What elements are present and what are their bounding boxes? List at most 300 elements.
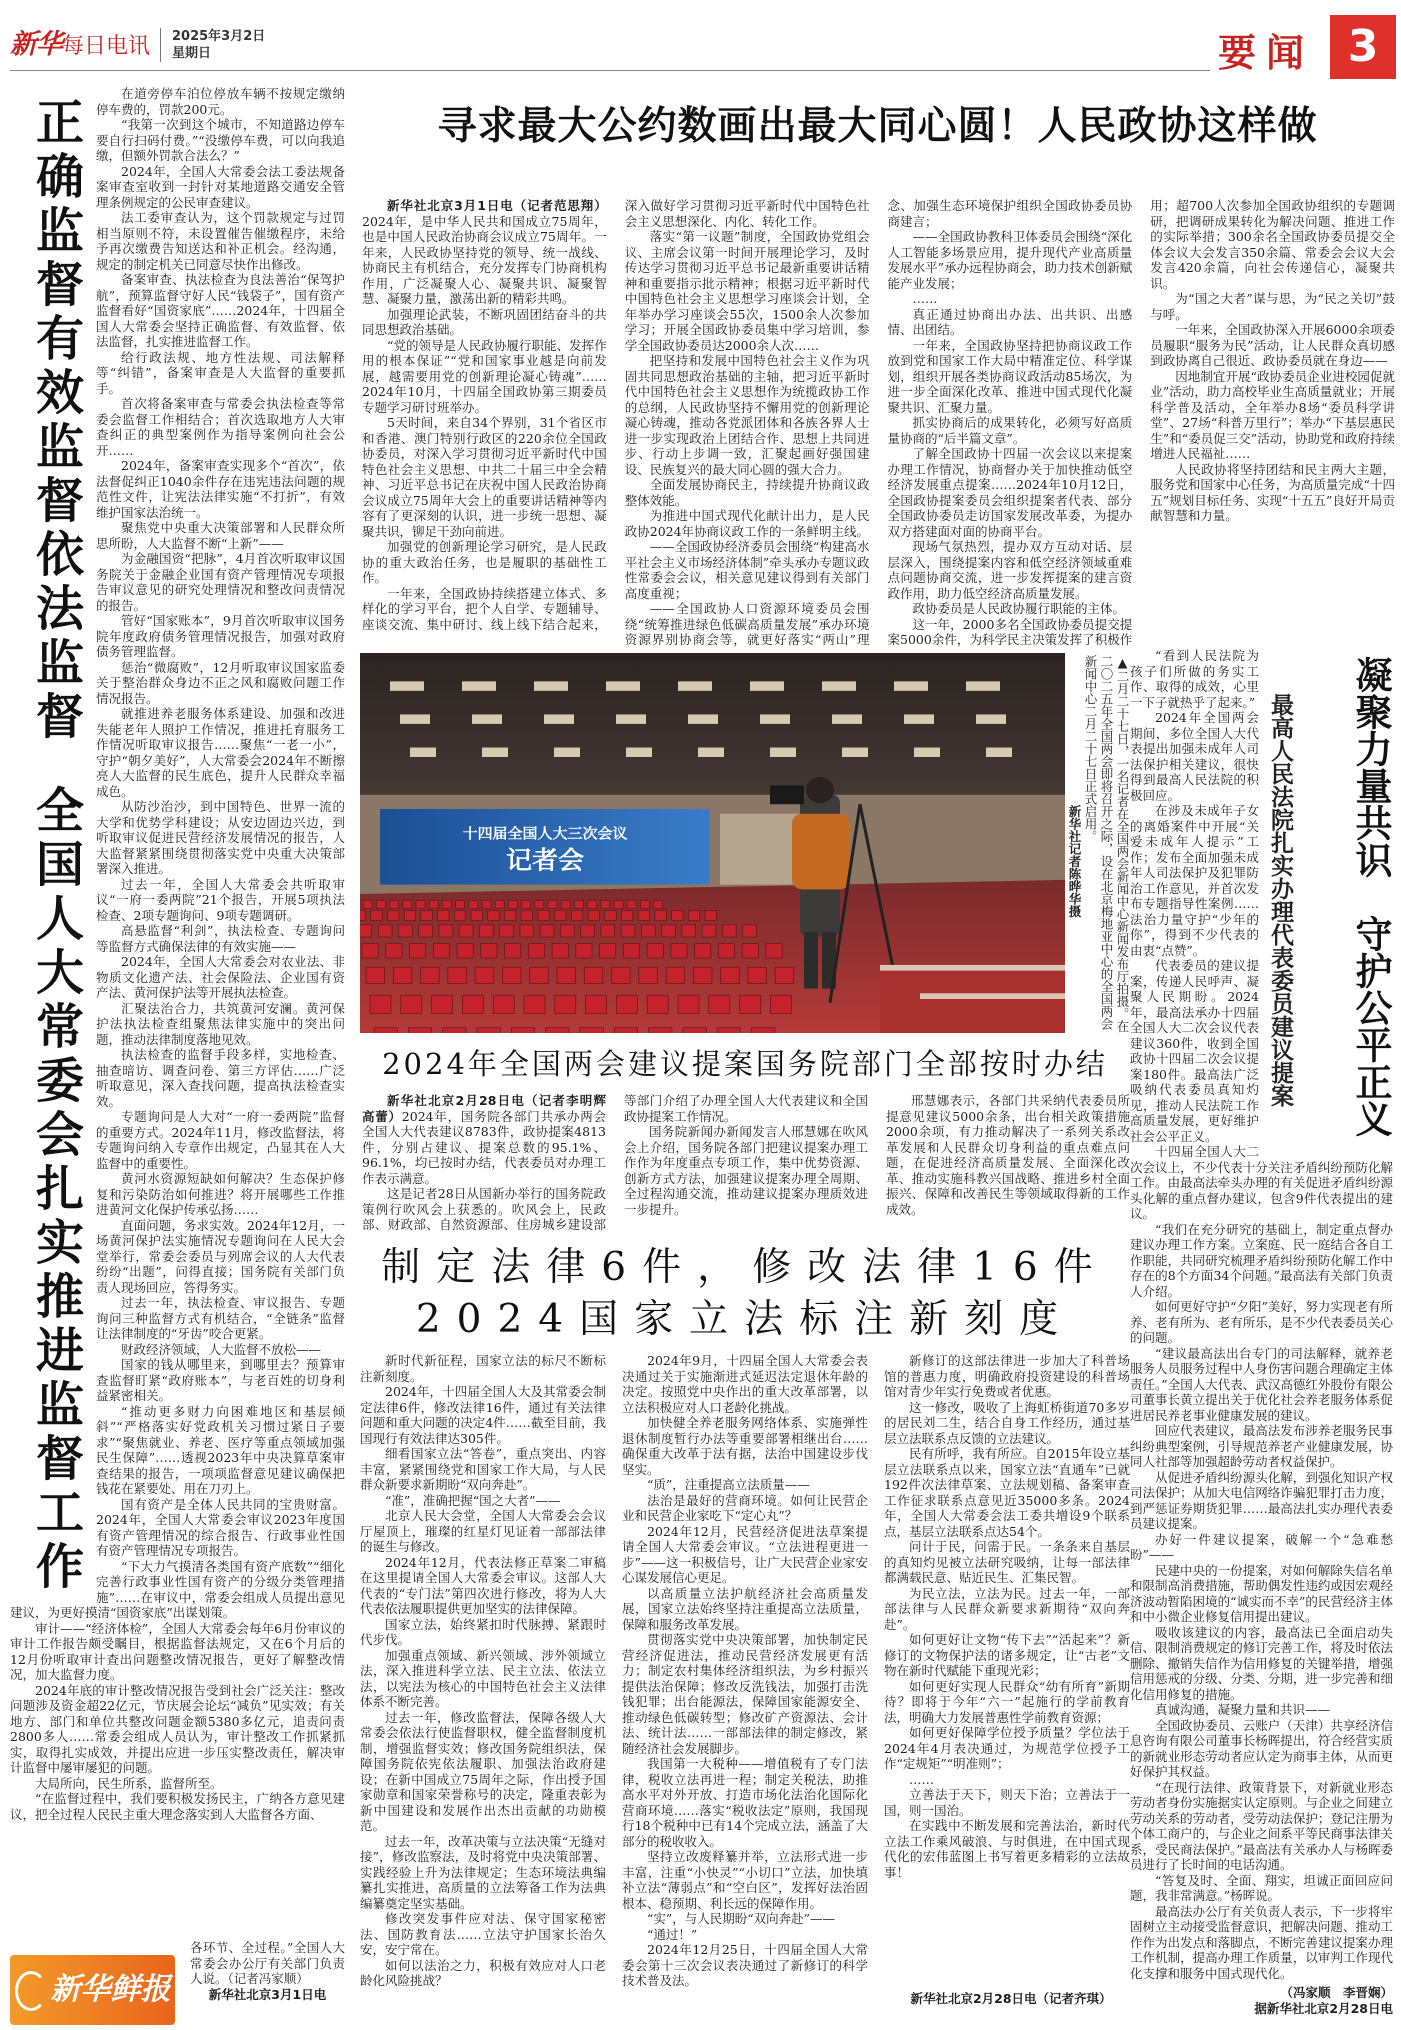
chair	[416, 901, 425, 909]
paragraph: 2024年12月，代表法修正草案二审稿在这里提请全国人大常委会审议。这部人大代表的“专门法”第四次进行修改，将为人大代表依法履职提供更加坚实的法律保障。	[360, 1554, 606, 1616]
chair	[456, 901, 465, 909]
left-article	[10, 86, 345, 1822]
chair	[655, 910, 666, 920]
chair	[530, 967, 549, 983]
paragraph: 抓实协商后的成果转化，必须写好高质量协商的“后半篇文章”。	[887, 415, 1133, 446]
chair	[508, 901, 517, 909]
paragraph: “建议最高法出台专门的司法解释，就养老服务人员服务过程中人身伤害问题合理确定主体责任。”全国人大代表、武汉高德红外股份有限公司董事长黄立提出关于优化社会养老服务体系促进居民养老事业健康发展的建议。	[1130, 1345, 1393, 1423]
paragraph: 专题询问是人大对“一府一委两院”监督的重要方式。2024年11月，修改监督法，将专题询问纳入专章作出规定，凸显其在人大监督中的重要性。	[96, 1109, 345, 1171]
dateline: 新华社北京2月28日电（记者李明辉 高蕾）	[362, 1093, 619, 1124]
paragraph: 邢慧娜表示，各部门共采纳代表委员所提意见建议5000余条，出台相关政策措施2000余项，有力推动解决了一系列关系改革发展和人民群众切身利益的重点难点问题，在促进经济高质量发展、全面深化改革、推动实施科教兴国战略、推进乡村全面振兴、保障和改善民生等领域取得新的工作成效。	[886, 1093, 1130, 1217]
paragraph: 我国第一大税种——增值税有了专门法律，税收立法再进一程；制定关税法，助推高水平对外开放、打造市场化法治化国际化营商环境……落实“税收法定”原则，我国现行18个税种中已有14个完成立法，涵盖了大部分的税收收入。	[622, 1756, 868, 1849]
chair	[443, 1028, 466, 1033]
chair	[775, 967, 794, 983]
ceiling-light	[822, 681, 856, 690]
chair	[540, 925, 554, 937]
dateline: 据新华社北京2月28日电	[1254, 2001, 1393, 2016]
paragraph-list	[360, 1353, 1130, 1989]
chair	[647, 944, 663, 958]
chair	[386, 944, 402, 958]
ceiling-light	[616, 714, 646, 723]
chair	[493, 995, 514, 1014]
paragraph: 管好“国家账本”，9月首次听取审议国务院年度政府债务管理情况报告，加强对政府债务管理监督。	[96, 613, 345, 659]
chair	[584, 967, 603, 983]
paragraph: 为“国之大者”谋与思，为“民之关切”鼓与呼。	[1150, 291, 1395, 322]
chair	[721, 967, 740, 983]
paragraph: 一年来，全国政协深入开展6000余项委员履职“服务为民”活动，让人民群众真切感到政协离自己很近、政协委员就在身边——	[1150, 322, 1395, 368]
paragraph: 在道旁停车泊位停放车辆不按规定缴纳停车费的，罚款200元。	[96, 86, 345, 117]
chair	[555, 910, 566, 920]
paragraph: ——全国政协经济委员会围绕“构建高水平社会主义市场经济体制”牵头承办专题议政性常委会会议，相关意见建议得到有关部门高度重视；	[624, 539, 870, 601]
chair	[574, 901, 583, 909]
chair	[363, 901, 372, 909]
chair	[586, 995, 607, 1014]
chair	[693, 967, 712, 983]
headline-part-2: 全国人大常委会扎实推进监督工作	[35, 783, 84, 1595]
chair	[639, 967, 658, 983]
paragraph: 问计于民，问需于民。一条条来自基层的真知灼见被立法研究吸纳，让每一部法律都满载民意、贴近民生、汇集民智。	[884, 1539, 1130, 1585]
ceiling-light	[894, 681, 928, 690]
paragraph: 这一修改，吸收了上海虹桥街道70多岁的居民刘二生，结合自身工作经历，通过基层立法联系点反馈的立法建议。	[884, 1399, 1130, 1446]
left-article-footer	[10, 1940, 345, 2025]
law-article-subtitle: 2024国家立法标注新刻度	[415, 1297, 1075, 1342]
chair	[410, 944, 426, 958]
chair	[442, 901, 451, 909]
paragraph: 最高法办公厅有关负责人表示，下一步将牢固树立主动接受监督意识，把解决问题、推动工作作为出发点和落脚点，不断完善建议提案办理工作机制，提高办理工作质量，以审判工作现代化支撑和服务中国式现代化。	[1130, 1903, 1393, 1981]
chair	[740, 995, 761, 1014]
chair	[695, 944, 711, 958]
law-article-title: 制定法律6件，修改法律16件	[381, 1245, 1109, 1290]
chair	[528, 944, 544, 958]
chair	[401, 995, 422, 1014]
paragraph: “下大力气摸清各类国有资产底数”“细化完善行政事业性国有资产的分级分类管理措施”……在审议中，常委会组成人员提出意见建议，为更好摸清“国资家底”出谋划策。	[10, 1558, 345, 1620]
chair	[770, 995, 791, 1014]
paragraph: 过去一年，改革决策与立法决策“无缝对接”，修改监察法，及时将党中央决策部署、实践经验上升为法律规定；生态环境法典编纂扎实推进，高质量的立法筹备工作为法典编纂奠定坚实基础。	[360, 1833, 606, 1911]
ceiling-light	[400, 714, 430, 723]
chair	[627, 901, 636, 909]
paragraph: 法治是最好的营商环境。如何让民营企业和民营企业家吃下“定心丸”？	[622, 1492, 868, 1523]
lead-text: 2024年，是中华人民共和国成立75周年，也是中国人民政治协商会议成立75周年。一年来，人民政协坚持党的领导、统一战线、协商民主有机结合，充分发挥专门协商机构作用，广泛凝聚人心、凝聚共识、凝聚智慧、凝聚力量，激荡出新的精彩共鸣。	[362, 213, 607, 306]
paragraph: ……	[912, 291, 938, 306]
ceiling-light	[966, 681, 1000, 690]
chair	[548, 901, 557, 909]
paragraph: 给行政法规、地方性法规、司法解释等“纠错”，备案审查是人大监督的重要抓手。	[96, 349, 345, 396]
paragraph: 因地制宜开展“政协委员企业进校园促就业”活动，助力高校毕业生高质量就业；开展科学普及活动，全年举办8场“委员科学讲堂”、27场“科普万里行”；举办“下基层惠民生”和“委员促三交”活动，协助党和政府持续增进人民福祉……	[1150, 368, 1395, 461]
paragraph: 落实“第一议题”制度，全国政协党组会议、主席会议第一时间开展理论学习，及时传达学习贯彻习近平总书记最新重要讲话精神和重要指示批示精神；根据习近平新时代中国特色社会主义思想学习座谈会计划，全年举办学习座谈会55次，1500余人次参加学习；开展全国政协委员集中学习培训，参学全国政协委员达2000余人次……	[624, 229, 870, 353]
chair	[505, 944, 521, 958]
ceiling-light	[554, 748, 580, 757]
issue-date	[172, 28, 265, 62]
chair	[398, 925, 412, 937]
chair	[439, 925, 453, 937]
paragraph: 以高质量立法护航经济社会高质量发展，国家立法始终坚持注重提高立法质量，保障和服务改革发展。	[622, 1585, 868, 1632]
chair	[743, 925, 757, 937]
paragraph: 如何更好守护“夕阳”美好，努力实现老有所养、老有所为、老有所乐，是不少代表委员关心的问题。	[1130, 1299, 1393, 1345]
paragraph: 执法检查的监督手段多样，实地检查、抽查暗访、调查问卷、第三方评估……广泛听取意见，深入查找问题，提高执法检查实效。	[96, 1047, 345, 1109]
paragraph: 回应代表建议，最高法发布涉养老服务民事纠纷典型案例，引导规范养老产业健康发展，协同人社部等加强超龄劳动者权益保护。	[1130, 1423, 1393, 1469]
paragraph: “党的领导是人民政协履行职能、发挥作用的根本保证”“党和国家事业越是向前发展，越需要用党的创新理论凝心铸魂”……2024年10月，十四届全国政协第三期委员专题学习研讨班举办。	[362, 337, 607, 415]
paragraph: 吸收该建议的内容，最高法已全面启动失信、限制消费规定的修订完善工作，将及时依法删除、撤销失信作为信用修复的关键举措，增强信用惩戒的分级、分类、分期，进一步完善和细化信用修复的措施。	[1130, 1624, 1393, 1702]
chair	[766, 944, 782, 958]
chair	[421, 967, 440, 983]
chair	[404, 910, 415, 920]
chair	[520, 925, 534, 937]
paragraph: 代表委员的建议提案，传递人民呼声、凝聚人民期盼。2024年，最高法承办十四届全国人大二次会议代表建议360件，收到全国政协十四届二次会议提案180件。最高法广泛吸纳代表委员真知灼见，推动人民法院工作高质量发展，更好维护社会公平正义。	[1130, 958, 1259, 1144]
ceiling-light	[914, 748, 940, 757]
chair	[671, 944, 687, 958]
paragraph: 办好一件建议提案，破解一个“急难愁盼”——	[1130, 1531, 1393, 1562]
paragraph: 立善法于天下，则天下治；立善法于一国，则一国治。	[884, 1787, 1130, 1818]
photo-credit: 新华社记者陈晔华摄	[1067, 805, 1082, 918]
chair	[511, 1028, 534, 1033]
paragraph: 为民立法，立法为民。过去一年，一部部法律与人民群众新要求新期待“双向奔赴”。	[884, 1585, 1130, 1632]
chair	[502, 967, 521, 983]
ceiling-light	[482, 748, 508, 757]
chair	[522, 901, 531, 909]
chair	[419, 925, 433, 937]
chair	[393, 967, 412, 983]
paragraph: 这一年，2000多名全国政协委员提交提案5000余件，为科学民主决策发挥了积极作用；超700人次参加全国政协组织的专题调研，把调研成果转化为解决问题、推进工作的实际举措；300余名全国政协委员提交全体会议大会发言350余篇、常委会会议大会发言420余篇，向社会传递信心，凝聚共识。	[887, 198, 1395, 647]
paragraph: 过去一年，全国人大常委会共听取审议“一府一委两院”21个报告，开展5项执法检查、2项专题询问、9项专题调研。	[96, 876, 345, 923]
paragraph: 一年来，全国政协坚持把协商议政工作放到党和国家工作大局中精准定位、科学谋划，组织开展各类协商议政活动85场次，为进一步全面深化改革、推进中国式现代化凝聚共识、汇聚力量。	[887, 337, 1133, 415]
chair	[366, 967, 385, 983]
left-article-headline	[10, 96, 96, 1594]
middle-article-body	[362, 1093, 1130, 1233]
caption-text: ▲二月二十七日，一名记者在全国两会新闻中心新闻发布厅拍摄。在二〇二五年全国两会即将召开之际，设在北京梅地亚中心的全国两会新闻中心二月二十七日正式启用。	[1083, 655, 1130, 1033]
chair	[555, 995, 576, 1014]
right-article-footer	[1150, 1985, 1393, 2017]
paragraph: “推动更多财力向困难地区和基层倾斜”“严格落实好党政机关习惯过紧日子要求”“聚焦就业、养老、医疗等重点领域加强民生保障”……透视2023年中央决算草案审查结果的报告，一项项监督意见建议确保把钱花在紧要处、用在刀刃上。	[96, 1403, 345, 1496]
chair	[448, 967, 467, 983]
paragraph: “我第一次到这个城市，不知道路边停车要自行扫码付费。”“没缴停车费，可以向我追缴，但额外罚款合法么？”	[96, 117, 345, 163]
chair	[408, 1028, 431, 1033]
paragraph: 2024年，十四届全国人大及其常委会制定法律6件，修改法律16件，通过有关法律问题和重大问题的决定4件……截至目前，我国现行有效法律达305件。	[360, 1384, 606, 1446]
paragraph: “准”，准确把握“国之大者”——	[385, 1492, 561, 1508]
chair	[654, 901, 663, 909]
paragraph: 全面发展协商民主，持续提升协商议政整体效能。	[624, 477, 870, 508]
header-divider	[160, 28, 161, 62]
paragraph: 2024年，全国人大常委会对农业法、非物质文化遗产法、社会保险法、企业国有资产法、黄河保护法等开展执法检查。	[96, 954, 345, 1000]
chair	[614, 901, 623, 909]
photo-illustration	[360, 653, 1065, 1033]
chair	[390, 901, 399, 909]
chair	[622, 910, 633, 920]
dateline: 新华社北京3月1日电（记者范思翔）	[387, 198, 607, 213]
paragraph: “在现行法律、政策背景下，对新就业形态劳动者身份实施据实认定原则。与企业之间建立劳动关系的劳动者，受劳动法保护；登记注册为个体工商户的，与企业之间系平等民商事法律关系，受民商法保护。”最高法有关承办人与杨晖委员进行了长时间的电话沟通。	[1130, 1779, 1393, 1872]
chair	[488, 910, 499, 920]
chair	[374, 1028, 397, 1033]
backdrop-title: 十四届全国人大三次会议	[462, 825, 628, 843]
chair	[479, 925, 493, 937]
ceiling-light	[462, 681, 496, 690]
paragraph: “通过！”	[647, 1926, 698, 1942]
paragraph: 惩治“微腐败”，12月听取审议国家监委关于整治群众身边不正之风和腐败问题工作情况报告。	[96, 659, 345, 706]
chair	[362, 944, 378, 958]
paragraph: 民建中央的一份提案，对如何解除失信名单和限制高消费措施，帮助偶发性违约或因宏观经济波动暂陷困境的“诚实而不幸”的民营经济主体和中小微企业修复信用提出建议。	[1130, 1562, 1393, 1624]
chair	[459, 925, 473, 937]
chair	[471, 910, 482, 920]
chair	[717, 1028, 740, 1033]
chair	[546, 1028, 569, 1033]
paragraph: 政协委员是人民政协履行职能的主体。	[912, 601, 1126, 616]
ceiling-light	[760, 714, 790, 723]
chair	[421, 910, 432, 920]
ceiling-light	[750, 681, 784, 690]
paragraph: 在实践中不断发展和完善法治，新时代立法工作乘风破浪、与时俱进，在中国式现代化的宏伟蓝图上书写着更多精彩的立法故事！	[884, 1818, 1130, 1880]
chair	[612, 967, 631, 983]
paragraph: “答复及时、全面、翔实，坦诚正面回应问题，我非常满意。”杨晖说。	[1130, 1872, 1393, 1903]
right-article-headline-block	[1265, 648, 1393, 1148]
paragraph: 如何以法治之力，积极有效应对人口老龄化风险挑战？	[360, 1957, 606, 1988]
chair	[748, 967, 767, 983]
paragraph: 国家的钱从哪里来，到哪里去？预算审查监督盯紧“政府账本”，与老百姓的切身利益紧密相关。	[96, 1357, 345, 1403]
chair	[621, 925, 635, 937]
chair	[616, 995, 637, 1014]
ceiling-light	[688, 714, 718, 723]
chair	[722, 925, 736, 937]
middle-article-title: 2024年全国两会建议提案国务院部门全部按时办结	[382, 1047, 1108, 1081]
chair	[403, 901, 412, 909]
header-rule	[10, 70, 1210, 71]
camera-icon	[770, 785, 804, 804]
chair	[371, 910, 382, 920]
paragraph: 5天时间，来自34个界别，31个省区市和香港、澳门特别行政区的220余位全国政协委员，对深入学习贯彻习近平新时代中国特色社会主义思想、中共二十届三中全会精神、习近平总书记在庆祝中国人民政治协商会议成立75周年大会上的重要讲话精神等内容有了更深刻的认识，进一步统一思想、凝聚共识，铆足干劲向前进。	[362, 415, 607, 539]
right-article-subheadline: 最高人民法院扎实办理代表委员建议提案	[1267, 693, 1293, 1107]
chair	[495, 901, 504, 909]
paragraph: ——全国政协教科卫体委员会围绕“深化人工智能多场景应用，提升现代产业高质量发展水平”承办远程协商会，助力技术创新赋能产业发展；	[887, 229, 1133, 291]
chair	[601, 925, 615, 937]
newspaper-logo	[10, 22, 150, 61]
backdrop-subtitle: 记者会	[506, 845, 584, 875]
chair	[370, 995, 391, 1014]
chair	[638, 910, 649, 920]
paragraph: 2024年12月25日，十四届全国人大常委会第十三次会议表决通过了新修订的科学技术普及法。	[622, 1942, 868, 1988]
paragraph: 过去一年，执法检查、审议报告、专题询问三种监督方式有机结合，“全链条”监督让法律制度的“牙齿”咬合更紧。	[96, 1295, 345, 1341]
paragraph: 加强重点领域、新兴领域、涉外领域立法，深入推进科学立法、民主立法、依法立法，以宪法为核心的中国特色社会主义法律体系不断完善。	[360, 1647, 606, 1709]
chair	[601, 901, 610, 909]
ceiling-light	[472, 714, 502, 723]
paragraph: 过去一年，修改监督法，保障各级人大常委会依法行使监督职权，健全监督制度机制，增强监督实效；修改国务院组织法，保障国务院依宪依法履职、加强法治政府建设；在新中国成立75周年之际，作出授予国家勋章和国家荣誉称号的决定，隆重表彰为新中国建设和发展作出杰出贡献的功勋模范。	[360, 1709, 606, 1833]
chair	[475, 967, 494, 983]
chair	[588, 910, 599, 920]
chair	[571, 910, 582, 920]
ceiling-light	[544, 714, 574, 723]
right-article	[1130, 648, 1393, 1981]
chair	[524, 995, 545, 1014]
byline: （冯家顺 李晋娴）	[1280, 1985, 1393, 2000]
chair	[482, 901, 491, 909]
paragraph: “我们在充分研究的基础上，制定重点督办建议办理工作方案。立案庭、民一庭结合各自工作职能，共同研究梳理矛盾纠纷预防化解工作中存在的8个方面34个问题。”最高法有关部门负责人介绍。	[1130, 1221, 1393, 1299]
chair	[454, 910, 465, 920]
paragraph: 坚持立改废释纂并举，立法形式进一步丰富，注重“小快灵”“小切口”立法，加快填补立法“薄弱点”和“空白区”，发挥好法治固根本、稳预期、利长远的保障作用。	[622, 1849, 868, 1911]
paragraph: 修改突发事件应对法、保守国家秘密法、国防教育法……立法守护国家长治久安，安宁常在。	[360, 1911, 606, 1957]
paragraph: “在监督过程中，我们要积极发扬民主，广纳各方意见建议，把全过程人民民主重大理念落实到人大监督各方面、	[10, 1791, 345, 1822]
chair	[521, 910, 532, 920]
ceiling-light	[678, 681, 712, 690]
paragraph: 新修订的这部法律进一步加大了科普场馆的普惠力度，明确政府投资建设的科普场馆对青少年实行免费或者优惠。	[884, 1353, 1130, 1399]
page-number: 3	[1330, 15, 1396, 79]
dateline: 新华社北京3月1日电	[208, 1986, 327, 2002]
paragraph: 直面问题，务求实效。2024年12月，一场黄河保护法实施情况专题询问在人民大会堂举行，常委会委员与列席会议的人大代表纷纷“出题”，问得直接；国务院有关部门负责人现场回应，答得务实。	[96, 1217, 345, 1295]
chair	[538, 910, 549, 920]
chair	[360, 910, 365, 920]
ceiling-light	[698, 748, 724, 757]
chair	[560, 925, 574, 937]
chair	[614, 1028, 637, 1033]
paragraph: “看到人民法院为孩子们所做的务实工作、取得的成效，心里一下子就热乎了起来。”	[1130, 648, 1259, 710]
paragraph: 加快健全养老服务网络体系、实施弹性退休制度暂行办法等重要部署相继出台……确保重大改革于法有据，法治中国建设步伐坚实。	[622, 1415, 868, 1477]
paragraph: 就推进养老服务体系建设、加强和改进失能老年人照护工作情况，推进托育服务工作情况听取审议报告……聚焦“一老一小”，守护“朝夕美好”，人大常委会2024年不断擦亮人大监督的民生底色，提升人民群众幸福成色。	[96, 706, 345, 799]
chair	[429, 901, 438, 909]
chair	[477, 1028, 500, 1033]
chair	[718, 944, 734, 958]
chair	[504, 910, 515, 920]
ceiling-light	[986, 748, 1012, 757]
chair	[709, 995, 730, 1014]
lead-paragraph	[362, 1093, 619, 1186]
ceiling-light	[606, 681, 640, 690]
chair	[705, 910, 716, 920]
chair	[647, 995, 668, 1014]
ceiling-light	[626, 748, 652, 757]
paragraph: 大局所向，民生所系，监督所至。	[35, 1775, 223, 1791]
ceiling-light	[842, 748, 868, 757]
paragraph: 真诚沟通，凝聚力量和共识——	[1155, 1702, 1331, 1717]
chair	[457, 944, 473, 958]
press-hall-photo	[360, 653, 1065, 1033]
paragraph: 全国政协委员、云账户（天津）共享经济信息咨询有限公司董事长杨晖提出，符合经营实质的新就业形态劳动者应认定为商事主体，从而更好保护其权益。	[1130, 1717, 1393, 1779]
paragraph: 如何更好保障学位授予质量？学位法于2024年4月表决通过，为规范学位授予工作“定规矩”“明准则”；	[884, 1725, 1130, 1771]
chair	[641, 925, 655, 937]
headline-part-1: 正确监督有效监督依法监督	[35, 95, 84, 745]
paragraph: 2024年，全国人大常委会法工委法规备案审查室收到一封针对某地道路交通安全管理条例规定的公民审查建议。	[96, 163, 345, 210]
paragraph: 国家立法，始终紧扣时代脉搏、紧跟时代步伐。	[360, 1616, 606, 1647]
paragraph: “质”，注重提高立法质量——	[647, 1477, 810, 1492]
paragraph: 2024年9月，十四届全国人大常委会表决通过关于实施渐进式延迟法定退休年龄的决定。按照党中央作出的重大改革部署，以立法积极应对人口老龄化挑战。	[622, 1353, 868, 1415]
paragraph: 十四届全国人大二次会议上，不少代表十分关注矛盾纠纷预防化解工作。由最高法牵头办理的有关促进矛盾纠纷源头化解的重点督办建议，包含9件代表提出的建议。	[1130, 1144, 1393, 1221]
paragraph: 细看国家立法“答卷”，重点突出、内容丰富，紧紧围绕党和国家工作大局，与人民群众新要求新期盼“双向奔赴”。	[360, 1446, 606, 1492]
chair	[672, 910, 683, 920]
chair	[678, 995, 699, 1014]
chair	[580, 1028, 603, 1033]
chair	[752, 1028, 775, 1033]
ceiling-light	[832, 714, 862, 723]
paragraph: 2024年全国两会期间，多位全国人大代表提出加强未成年人司法保护相关建议，很快得到最高人民法院的积极回应。	[1130, 710, 1259, 803]
law-article-dateline: 新华社北京2月28日电（记者齐琪）	[910, 1991, 1112, 2006]
paragraph: 加强理论武装，不断巩固团结奋斗的共同思想政治基础。	[362, 306, 607, 337]
chair	[682, 925, 696, 937]
paragraph: 加强党的创新理论学习研究，是人民政协的重大政治任务，也是履职的基础性工作。	[362, 539, 607, 585]
paragraph: 为金融国资“把脉”，4月首次听取审议国务院关于金融企业国有资产管理情况专项报告审议意见的研究处理情况和整改问责情况的报告。	[96, 551, 345, 613]
chair	[600, 944, 616, 958]
paragraph: 在涉及未成年子女的离婚案件中开展“关爱未成年人提示”工作；发布全面加强未成年人司法保护及犯罪防治工作意见，并首次发布专题指导性案例……法治力量守护“少年的你”，得到不少代表的由衷“点赞”。	[1130, 803, 1259, 958]
ceiling-light	[770, 748, 796, 757]
chair	[683, 1028, 706, 1033]
paragraph: 这是记者28日从国新办举行的国务院政策例行吹风会上获悉的。吹风会上，民政部、财政部、自然资源部、住房城乡建设部等部门介绍了办理全国人大代表建议和全国政协提案工作情况。	[362, 1093, 868, 1232]
ceiling-light	[976, 714, 1006, 723]
paragraph: 真正通过协商出办法、出共识、出感情、出团结。	[887, 306, 1133, 337]
date-text: 2025年3月2日	[172, 29, 266, 44]
chair	[387, 910, 398, 920]
chair	[552, 944, 568, 958]
paragraph: 如何更好实现人民群众“幼有所育”新期待？即将于今年“六一”起施行的学前教育法，明确大力发展普惠性学前教育资源；	[884, 1678, 1130, 1725]
chair	[535, 901, 544, 909]
paragraph: 北京人民大会堂，全国人大常委会会议厅屋顶上，璀璨的红星灯见证着一部部法律的诞生与修改。	[360, 1508, 606, 1554]
badge-text: 新华鲜报	[50, 1972, 171, 2007]
paragraph: 黄河水资源短缺如何解决？生态保护修复和污染防治如何推进？将开展哪些工作推进黄河文化保护传承弘扬……	[96, 1171, 345, 1217]
paragraph: 首次将备案审查与常委会执法检查等常委会监督工作相结合；首次选取地方人大审查纠正的典型案例作为指导案例向社会公开……	[96, 396, 345, 458]
lead-text: 2024年，国务院各部门共承办两会全国人大代表建议8783件，政协提案4813件，分别占建议、提案总数的95.1%、96.1%，均已按时办结，代表委员对办理工作表示满意。	[362, 1108, 606, 1186]
chair	[640, 901, 649, 909]
chair	[462, 995, 483, 1014]
chair	[481, 944, 497, 958]
paragraph: ……	[909, 1771, 934, 1787]
paragraph: 法工委审查认为，这个罚款规定与过罚相当原则不符，未设置催告催缴程序，未给予再次缴费告知送达和补正机会。经沟通，规定的制定机关已同意尽快作出修改。	[96, 210, 345, 272]
paragraph: 了解全国政协十四届一次会议以来提案办理工作情况，协商督办关于加快推动低空经济发展重点提案……2024年10月12日，全国政协提案委员会组织提案者代表、部分全国政协委员走访国家发展改革委，为提办双方搭建面对面的协商平台。	[887, 446, 1133, 539]
paragraph: 把坚持和发展中国特色社会主义作为巩固共同思想政治基础的主轴，把习近平新时代中国特色社会主义思想作为统揽政协工作的总纲，人民政协坚持不懈用党的创新理论凝心铸魂，推动各党派团体和各族各界人士进一步实现政治上团结合作、思想上共同进步、行动上步调一致，汇聚起画好强国建设、民族复兴的最大同心圆的强大合力。	[624, 353, 870, 477]
paragraph: 现场气氛热烈，提办双方互动对话、层层深入，围绕提案内容和低空经济领域重难点问题协商交流，进一步发挥提案的建言资政作用，助力低空经济高质量发展。	[887, 539, 1133, 601]
paragraph: 聚焦党中央重大决策部署和人民群众所思所盼，人大监督不断“上新”——	[96, 520, 345, 551]
paragraph: “实”，与人民期盼“双向奔赴”——	[647, 1911, 836, 1926]
law-article-body	[360, 1353, 1130, 1989]
paragraph: 审计——“经济体检”，全国人大常委会每年6月份审议的审计工作报告颇受瞩目，根据监督法规定，又在6个月后的12月份听取审计查出问题整改情况报告，更好了解整改情况，加大监督力度。	[10, 1620, 345, 1682]
chair	[588, 901, 597, 909]
logo-subtext: 每日电讯	[62, 34, 151, 59]
section-name: 要闻	[1218, 30, 1315, 75]
paragraph: 国有资产是全体人民共同的宝贵财富。2024年，全国人大常委会审议2023年度国有资产管理情况的综合报告、行政事业性国有资产管理情况专项报告。	[96, 1496, 345, 1558]
chair	[702, 925, 716, 937]
paragraph: 为推进中国式现代化献计出力，是人民政协2024年协商议政工作的一条鲜明主线。	[624, 508, 870, 539]
top-article-body	[362, 198, 1395, 648]
chair	[742, 944, 758, 958]
chair	[557, 967, 576, 983]
chair	[576, 944, 592, 958]
chair	[605, 910, 616, 920]
paragraph: 备案审查、执法检查为良法善治“保驾护航”，预算监督守好人民“钱袋子”，国有资产监督看好“国资家底”……2024年，十四届全国人大常委会坚持正确监督、有效监督、依法监督，扎实推进监督工作。	[96, 272, 345, 349]
chair	[666, 967, 685, 983]
paragraph: 国务院新闻办新闻发言人邢慧娜在吹风会上介绍，国务院各部门把建议提案办理工作作为年度重点专项工作，集中优势资源、创新方式方法，加强建议提案办理全周期、全过程沟通交流，推动建议提案办理质效进一步提升。	[624, 1124, 868, 1217]
chair	[438, 910, 449, 920]
photo-caption	[1068, 655, 1130, 1033]
paragraph: 从促进矛盾纠纷源头化解，到强化知识产权司法保护；从加大电信网络诈骗犯罪打击力度，到严惩证券期货犯罪……最高法扎实办理代表委员建议提案。	[1130, 1469, 1393, 1531]
chair	[469, 901, 478, 909]
right-article-headline: 凝聚力量共识 守护公平正义	[1349, 656, 1393, 1137]
top-article-title: 寻求最大公约数画出最大同心圆！人民政协这样做	[437, 103, 1318, 149]
paragraph: 高悬监督“利剑”，执法检查、专题询问等监督方式确保法律的有效实施——	[96, 923, 345, 954]
chair	[688, 910, 699, 920]
chair	[623, 944, 639, 958]
ceiling-light	[390, 681, 424, 690]
ceiling-light	[904, 714, 934, 723]
paragraph: 人民政协将坚持团结和民主两大主题，服务党和国家中心任务，为高质量完成“十四五”规划目标任务、实现“十五五”良好开局贡献智慧和力量。	[1150, 461, 1395, 523]
paragraph: 财政经济领域，人大监督不放松——	[121, 1341, 322, 1357]
ceiling-light	[410, 748, 436, 757]
chair	[581, 925, 595, 937]
paragraph: 2024年，备案审查实现多个“首次”，依法督促纠正1040余件存在违宪违法问题的规范性文件，让宪法法律实施“不打折”，有效维护国家法治统一。	[96, 458, 345, 520]
paragraph: ——全国政协人口资源环境委员会围绕“统筹推进绿色低碳高质量发展”承办环境资源界别协商会等，就更好落实“两山”理念、加强生态环境保护组织全国政协委员协商建言；	[624, 198, 1133, 647]
magnifier-icon	[15, 1971, 47, 2011]
chair	[561, 901, 570, 909]
chair	[360, 925, 372, 937]
chair	[378, 925, 392, 937]
closing-paragraph: 各环节、全过程。”全国人大常委会办公厅有关部门负责人说。（记者冯家顺）	[190, 1940, 345, 1986]
chair	[432, 995, 453, 1014]
paragraph: 贯彻落实党中央决策部署，加快制定民营经济促进法，推动民营经济发展更有活力；制定农村集体经济组织法，为乡村振兴提供法治保障；修改反洗钱法，加强打击洗钱犯罪；出台能源法，保障国家能源安全、推动绿色低碳转型；修改矿产资源法、会计法、统计法……一部部法律的制定修改，紧随经济社会发展脚步。	[622, 1632, 868, 1756]
xinhua-xianbao-badge	[10, 1955, 175, 2025]
paragraph: 一年来，全国政协持续搭建立体式、多样化的学习平台，把个人自学、专题辅导、座谈交流、集中研讨、线上线下结合起来，深入做好学习贯彻习近平新时代中国特色社会主义思想深化、内化、转化工作。	[362, 198, 870, 632]
weekday-text: 星期日	[172, 46, 212, 61]
chair	[500, 925, 514, 937]
